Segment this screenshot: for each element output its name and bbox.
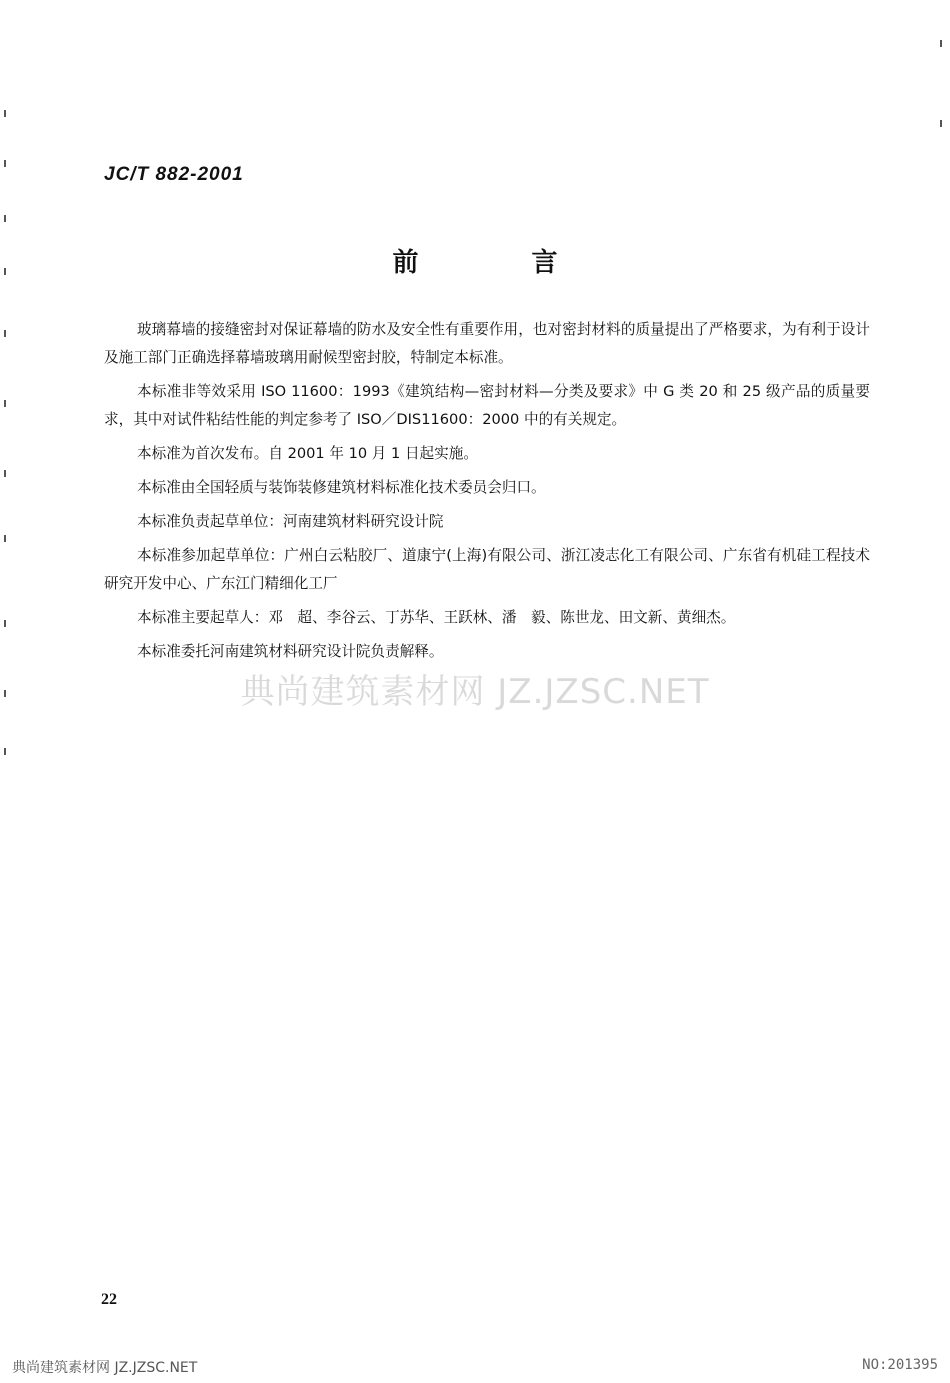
scan-mark: [4, 535, 6, 542]
preface-body: [104, 316, 870, 672]
page-number: 22: [101, 1291, 117, 1308]
watermark: 典尚建筑素材网 JZ.JZSC.NET: [240, 672, 710, 712]
scan-mark: [4, 620, 6, 627]
scan-mark: [4, 470, 6, 477]
scan-mark: [940, 120, 942, 127]
paragraph-release: 本标准为首次发布。自 2001 年 10 月 1 日起实施。: [137, 445, 478, 462]
scan-mark: [940, 40, 942, 47]
paragraph-participants: 本标准参加起草单位：广州白云粘胶厂、道康宁(上海)有限公司、浙江凌志化工有限公司、广东省有机硅工程技术研究开发中心、广东江门精细化工厂: [104, 547, 870, 592]
scan-mark: [4, 690, 6, 697]
footer-number: NO:201395: [862, 1357, 938, 1373]
scan-mark: [4, 215, 6, 222]
footer-site: 典尚建筑素材网 JZ.JZSC.NET: [12, 1360, 198, 1376]
paragraph-adoption: 本标准非等效采用 ISO 11600：1993《建筑结构—密封材料—分类及要求》中 G 类 20 和 25 级产品的质量要求，其中对试件粘结性能的判定参考了 ISO／DIS11600：2000 中的有关规定。: [104, 383, 870, 428]
scan-mark: [4, 160, 6, 167]
paragraph-committee: 本标准由全国轻质与装饰装修建筑材料标准化技术委员会归口。: [137, 479, 546, 496]
scan-mark: [4, 400, 6, 407]
scan-mark: [4, 110, 6, 117]
paragraph-drafters: 本标准主要起草人：邓 超、李谷云、丁苏华、王跃林、潘 毅、陈世龙、田文新、黄细杰。: [137, 609, 736, 626]
paragraph-purpose: 玻璃幕墙的接缝密封对保证幕墙的防水及安全性有重要作用，也对密封材料的质量提出了严格要求，为有利于设计及施工部门正确选择幕墙玻璃用耐候型密封胶，特制定本标准。: [104, 321, 870, 366]
paragraph-lead-drafter: 本标准负责起草单位：河南建筑材料研究设计院: [137, 513, 444, 530]
scan-mark: [4, 330, 6, 337]
scan-mark: [4, 748, 6, 755]
scan-mark: [4, 268, 6, 275]
page-title: 前 言: [392, 248, 610, 278]
standard-code: JC/T 882-2001: [104, 164, 244, 185]
paragraph-interpretation: 本标准委托河南建筑材料研究设计院负责解释。: [137, 643, 444, 660]
